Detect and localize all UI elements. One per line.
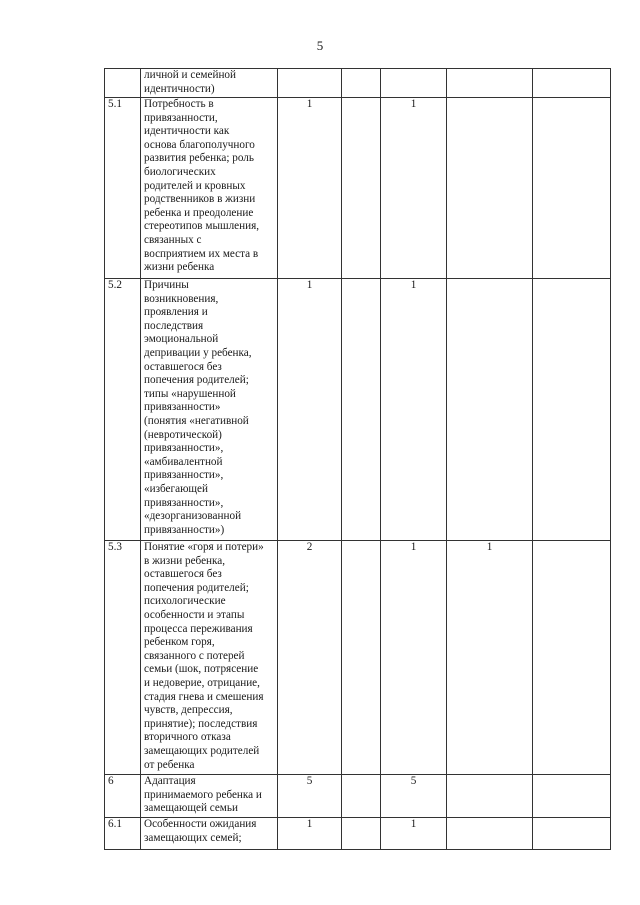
value-cell: 1 <box>381 98 447 279</box>
value-cell <box>342 818 381 850</box>
table-row <box>105 69 611 98</box>
value-cell: 1 <box>381 279 447 541</box>
value-cell <box>533 98 611 279</box>
topic-cell <box>141 775 278 818</box>
row-number: 6 <box>105 775 141 818</box>
row-number <box>105 69 141 98</box>
value-cell <box>342 98 381 279</box>
value-cell: 1 <box>278 98 342 279</box>
value-cell: 1 <box>278 818 342 850</box>
topic-cell <box>141 818 278 850</box>
value-cell <box>447 775 533 818</box>
value-cell: 5 <box>278 775 342 818</box>
value-cell: 5 <box>381 775 447 818</box>
topic-text: Понятие «горя и потери» в жизни ребенка, оставшегося без попечения родителей; психологические особенности и этапы процесса переживания ребенком горя, связанного с потерей семьи (шок, потрясение и недоверие, отрицание, стадия гнева и смешения чувств, депрессия, принятие); последствия вторичного отказа замещающих родителей от ребенка <box>144 541 264 771</box>
table-row <box>105 541 611 775</box>
row-number: 6.1 <box>105 818 141 850</box>
value-cell <box>447 279 533 541</box>
value-cell <box>342 775 381 818</box>
topic-cell <box>141 98 278 279</box>
value-cell <box>342 69 381 98</box>
topic-text: Потребность в привязанности, идентичности как основа благополучного развития ребенка; роль биологических родителей и кровных родственников в жизни ребенка и преодоление стереотипов мышления, связанных с восприятием их места в жизни ребенка <box>144 98 260 274</box>
value-cell <box>533 818 611 850</box>
topic-text: Адаптация принимаемого ребенка и замещающей семьи <box>144 775 262 815</box>
value-cell: 1 <box>447 541 533 775</box>
value-cell <box>447 818 533 850</box>
topic-cell <box>141 541 278 775</box>
value-cell <box>533 775 611 818</box>
row-number: 5.3 <box>105 541 141 775</box>
topic-text: Причины возникновения, проявления и последствия эмоциональной депривации у ребенка, оставшегося без попечения родителей; типы «нарушенной привязанности» (понятия «негативной (невротической) привязанности», «амбивалентной привязанности», «избегающей привязанности», «дезорганизованной привязанности») <box>144 279 252 536</box>
table-row <box>105 98 611 279</box>
value-cell: 2 <box>278 541 342 775</box>
value-cell <box>447 98 533 279</box>
topic-text: Особенности ожидания замещающих семей; <box>144 818 257 844</box>
value-cell <box>533 541 611 775</box>
topic-text: личной и семейной идентичности) <box>144 69 237 95</box>
table-row <box>105 775 611 818</box>
table-row <box>105 818 611 850</box>
table-body <box>105 69 611 850</box>
value-cell: 1 <box>381 541 447 775</box>
topic-cell <box>141 69 278 98</box>
value-cell: 1 <box>278 279 342 541</box>
value-cell <box>278 69 342 98</box>
curriculum-table <box>104 68 611 850</box>
row-number: 5.2 <box>105 279 141 541</box>
page-number: 5 <box>316 38 324 53</box>
value-cell <box>381 69 447 98</box>
value-cell <box>447 69 533 98</box>
value-cell <box>533 69 611 98</box>
table-row <box>105 279 611 541</box>
value-cell <box>342 541 381 775</box>
topic-cell <box>141 279 278 541</box>
value-cell <box>533 279 611 541</box>
value-cell: 1 <box>381 818 447 850</box>
row-number: 5.1 <box>105 98 141 279</box>
value-cell <box>342 279 381 541</box>
